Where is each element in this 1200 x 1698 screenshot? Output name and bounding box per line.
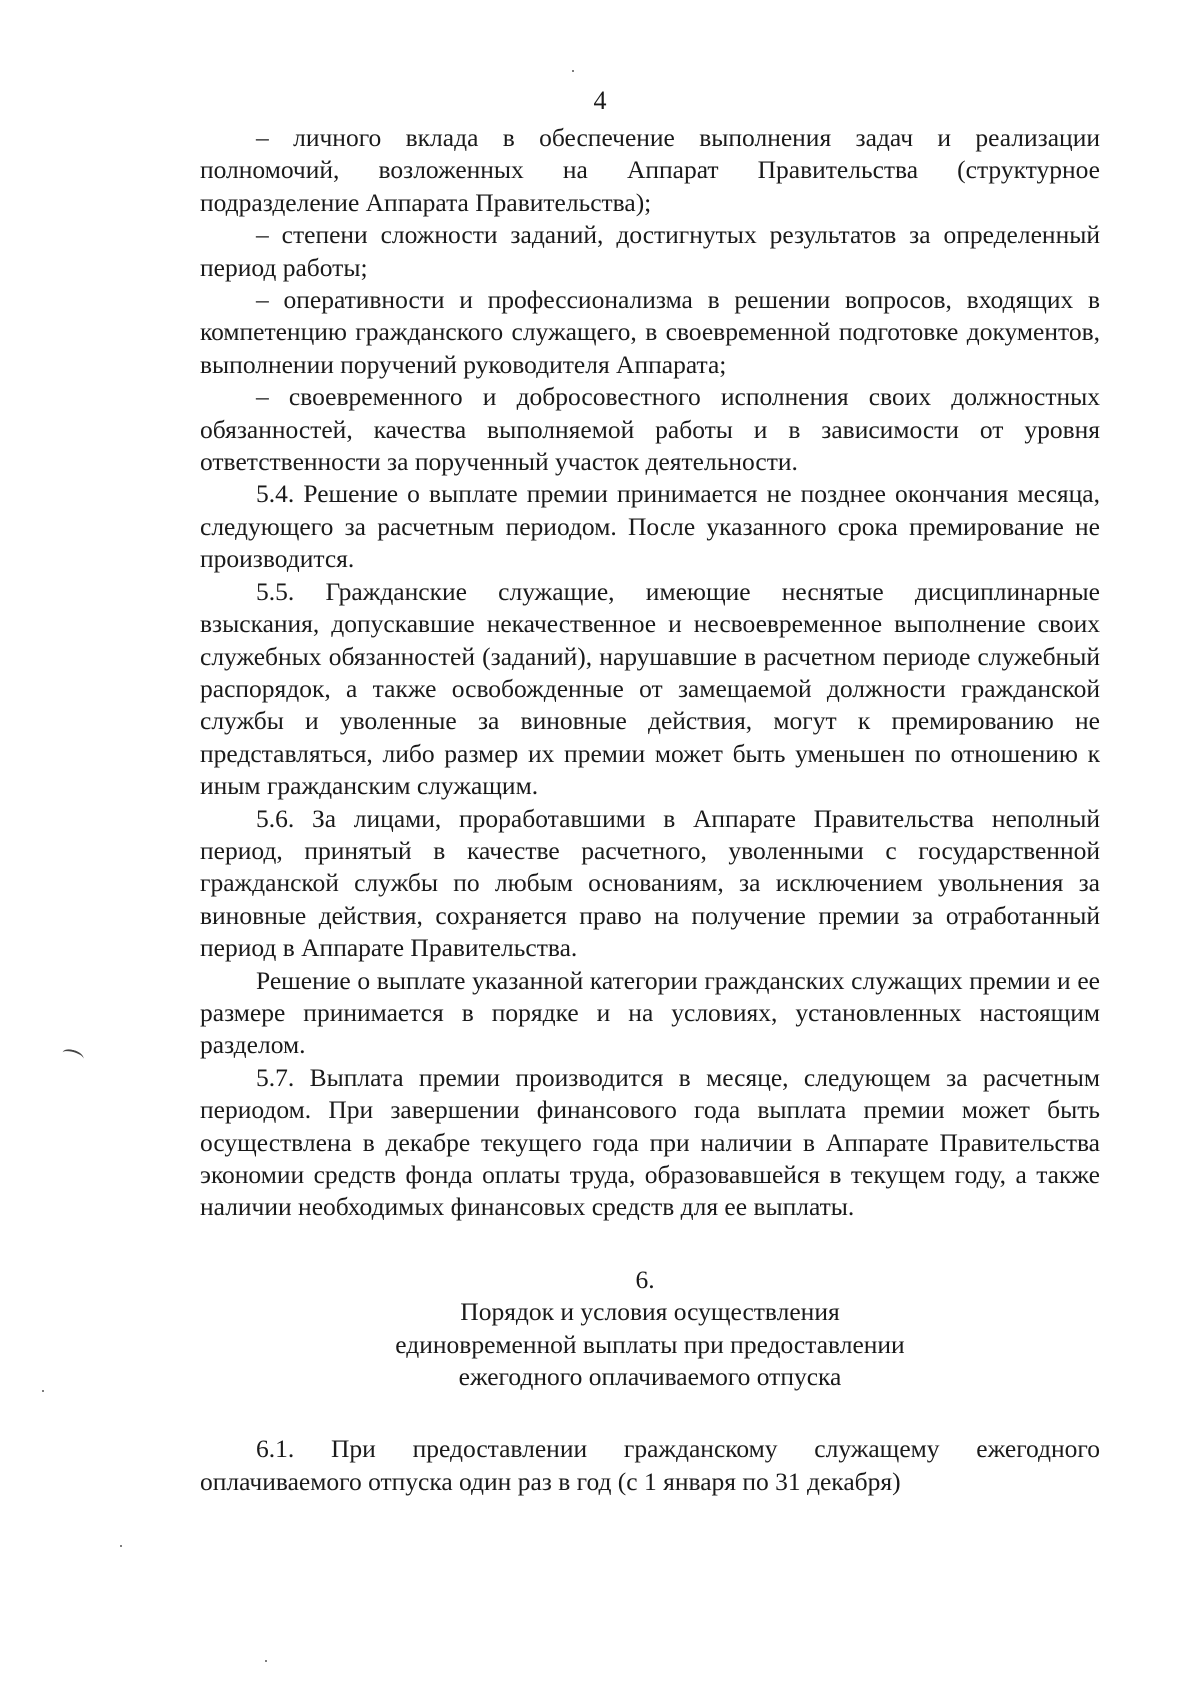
clause-5-7: 5.7. Выплата премии производится в месяце, следующем за расчетным периодом. При завершении финансового года выплата премии может быть осуществлена в декабре текущего года при наличии в Аппарате Правительства экономии средств фонда оплаты труда, образовавшейся в текущем году, а также наличии необходимых финансовых средств для ее выплаты. xyxy=(200,1062,1100,1222)
clause-6-1: 6.1. При предоставлении гражданскому служащему ежегодного оплачиваемого отпуска один раз в год (с 1 января по 31 декабря) xyxy=(200,1434,1100,1496)
section-6-heading-line-1 xyxy=(200,1264,1100,1329)
clause-5-5: 5.5. Гражданские служащие, имеющие неснятые дисциплинарные взыскания, допускавшие некачественное и несвоевременное выполнение своих служебных обязанностей (заданий), нарушавшие в расчетном периоде служебный распорядок, а также освобожденные от замещаемой должности гражданской службы и уволенные за виновные действия, могут к премированию не представляться, либо размер их премии может быть уменьшен по отношению к иным гражданским служащим. xyxy=(200,576,1100,801)
list-item-efficiency: – оперативности и профессионализма в решении вопросов, входящих в компетенцию гражданского служащего, в своевременной подготовке документов, выполнении поручений руководителя Аппарата; xyxy=(200,285,1100,379)
document-body xyxy=(200,122,1100,1498)
section-6-number: 6. xyxy=(635,1264,655,1294)
scan-speck xyxy=(265,1660,267,1662)
list-item-complexity: – степени сложности заданий, достигнутых результатов за определенный период работы; xyxy=(200,220,1100,282)
section-6-title-line-1: Порядок и условия осуществления xyxy=(460,1297,840,1327)
list-item-diligence: – своевременного и добросовестного исполнения своих должностных обязанностей, качества выполняемой работы и в зависимости от уровня ответственности за порученный участок деятельности. xyxy=(200,382,1100,477)
page-number: 4 xyxy=(593,86,607,115)
clause-5-6: 5.6. За лицами, проработавшими в Аппарате Правительства неполный период, принятый в качестве расчетного, уволенными с государственной гражданской службы по любым основаниям, за исключением увольнения за виновные действия, сохраняется право на получение премии за отработанный период в Аппарате Правительства. xyxy=(200,803,1100,963)
section-6-title-line-2: единовременной выплаты при предоставлении xyxy=(395,1329,905,1359)
margin-pen-mark xyxy=(61,1048,85,1064)
scan-speck xyxy=(572,70,574,72)
section-6-title-line-3: ежегодного оплачиваемого отпуска xyxy=(458,1362,842,1392)
scan-speck xyxy=(120,1545,122,1547)
scan-speck xyxy=(42,1390,44,1392)
clause-5-6-continuation: Решение о выплате указанной категории гражданских служащих премии и ее размере принимается в порядке и на условиях, установленных настоящим разделом. xyxy=(200,965,1100,1060)
list-item-personal-contribution: – личного вклада в обеспечение выполнения задач и реализации полномочий, возложенных на Аппарат Правительства (структурное подразделение Аппарата Правительства); xyxy=(200,123,1100,217)
section-6-heading xyxy=(200,1264,1100,1394)
clause-5-4: 5.4. Решение о выплате премии принимается не позднее окончания месяца, следующего за расчетным периодом. После указанного срока премирование не производится. xyxy=(200,479,1100,574)
